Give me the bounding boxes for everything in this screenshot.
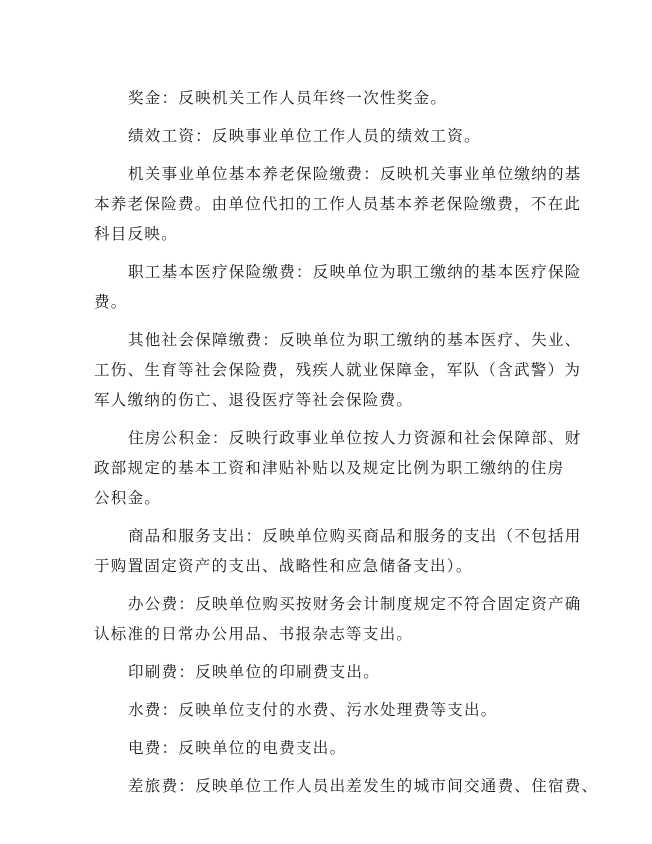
text-line: 军人缴纳的伤亡、退役医疗等社会保险费。 — [94, 391, 414, 409]
paragraph-pension-contribution — [94, 159, 582, 249]
text-line: 绩效工资：反映事业单位工作人员的绩效工资。 — [128, 127, 481, 145]
text-line: 费。 — [94, 293, 128, 311]
text-line: 政部规定的基本工资和津贴补贴以及规定比例为职工缴纳的住房 — [94, 459, 565, 477]
paragraph-goods-services — [94, 521, 582, 581]
paragraph-performance-pay — [94, 121, 556, 151]
text-line: 工伤、生育等社会保险费，残疾人就业保障金，军队（含武警）为 — [94, 361, 582, 379]
text-line: 印刷费：反映单位的印刷费支出。 — [128, 663, 381, 681]
text-line: 住房公积金：反映行政事业单位按人力资源和社会保障部、财 — [128, 429, 582, 447]
text-line: 认标准的日常办公用品、书报杂志等支出。 — [94, 625, 414, 643]
paragraph-water — [94, 695, 556, 725]
text-line: 公积金。 — [94, 489, 162, 507]
text-line: 商品和服务支出：反映单位购买商品和服务的支出（不包括用 — [128, 527, 582, 545]
text-line: 差旅费：反映单位工作人员出差发生的城市间交通费、住宿费、 — [128, 777, 599, 795]
paragraph-electricity — [94, 733, 556, 763]
document-body — [94, 83, 599, 809]
paragraph-printing — [94, 657, 556, 687]
text-line: 水费：反映单位支付的水费、污水处理费等支出。 — [128, 701, 498, 719]
text-line: 机关事业单位基本养老保险缴费：反映机关事业单位缴纳的基 — [128, 165, 582, 183]
text-line: 于购置固定资产的支出、战略性和应急储备支出）。 — [94, 557, 473, 575]
text-line: 本养老保险费。由单位代扣的工作人员基本养老保险缴费，不在此 — [94, 195, 582, 213]
paragraph-bonus — [94, 83, 556, 113]
paragraph-other-social-security — [94, 325, 582, 415]
text-line: 科目反映。 — [94, 225, 179, 243]
text-line: 办公费：反映单位购买按财务会计制度规定不符合固定资产确 — [128, 595, 582, 613]
paragraph-travel — [94, 771, 599, 801]
text-line: 职工基本医疗保险缴费：反映单位为职工缴纳的基本医疗保险 — [128, 263, 582, 281]
text-line: 电费：反映单位的电费支出。 — [128, 739, 347, 757]
text-line: 其他社会保障缴费：反映单位为职工缴纳的基本医疗、失业、 — [128, 331, 582, 349]
paragraph-medical-insurance — [94, 257, 582, 317]
paragraph-office-expenses — [94, 589, 582, 649]
text-line: 奖金：反映机关工作人员年终一次性奖金。 — [128, 89, 448, 107]
paragraph-housing-fund — [94, 423, 582, 513]
